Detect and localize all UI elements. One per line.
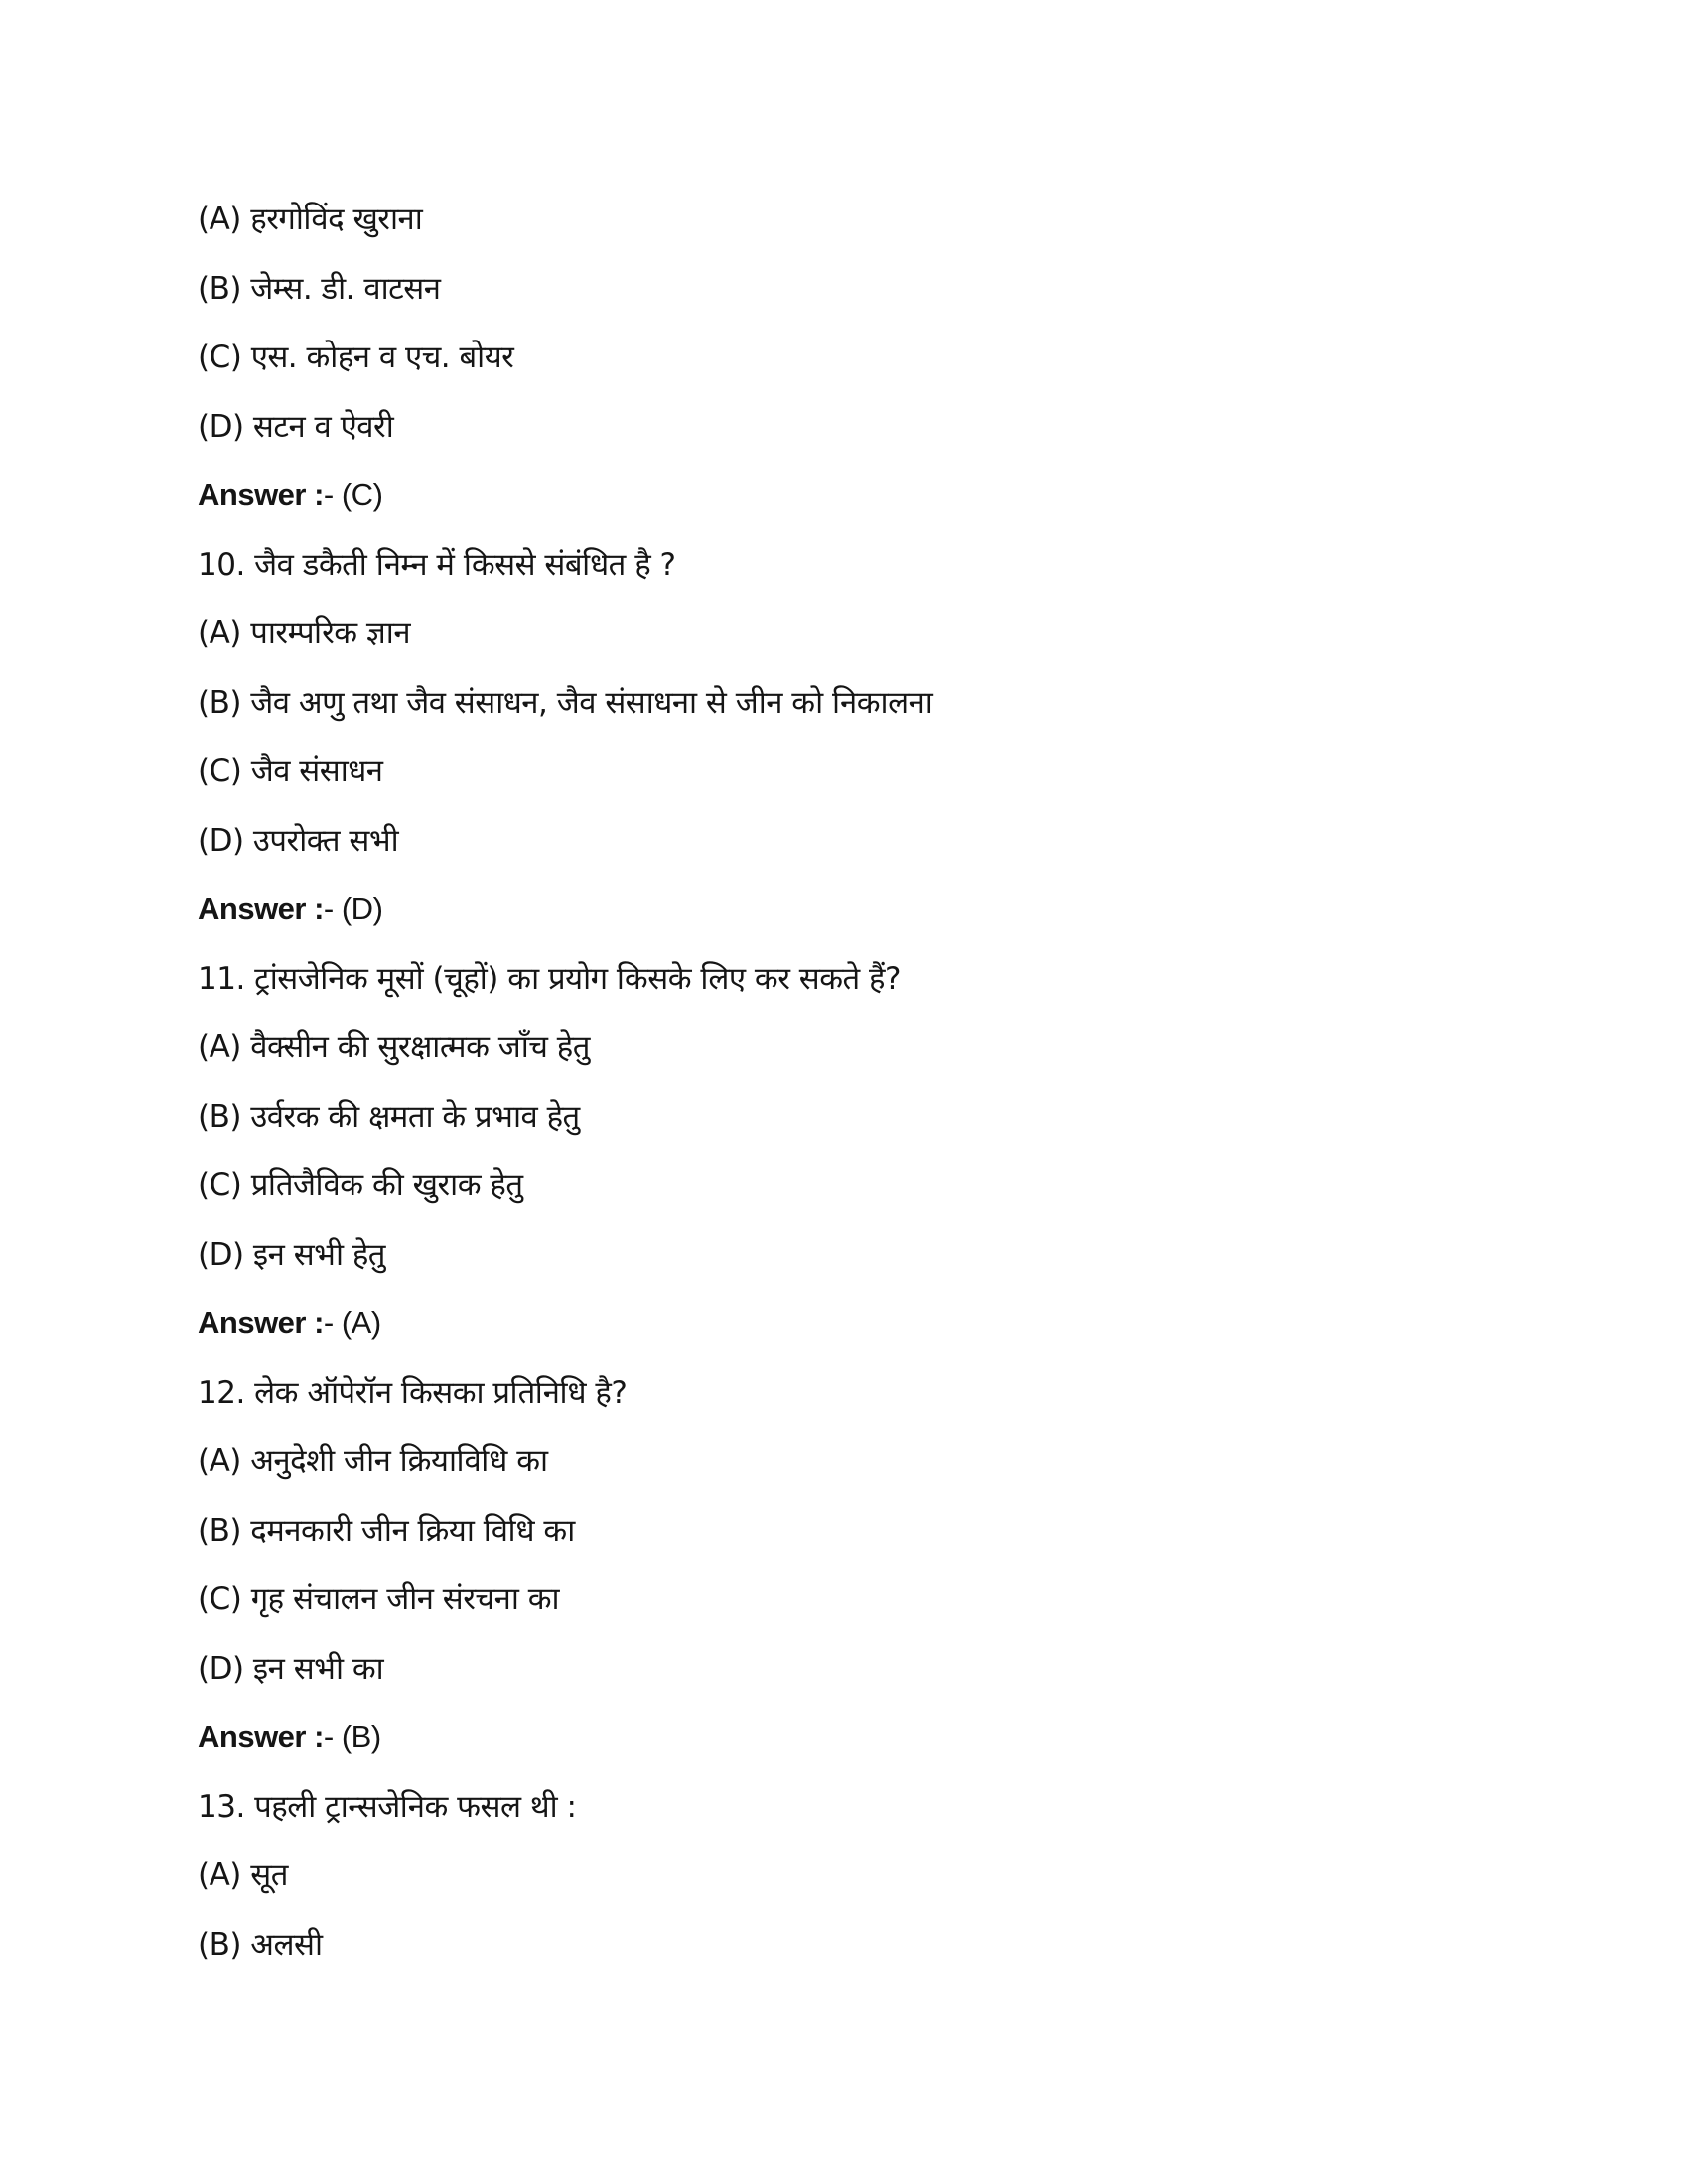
answer-value: - (A) <box>323 1305 381 1340</box>
answer-label: Answer : <box>198 478 324 512</box>
answer-12 <box>198 1712 1488 1782</box>
option-12c: (C) गृह संचालन जीन संरचना का <box>198 1581 560 1617</box>
answer-10 <box>198 885 1488 954</box>
option-9a: (A) हरगोविंद खुराना <box>198 202 423 237</box>
answer-value: - (B) <box>323 1719 381 1754</box>
option-12d: (D) इन सभी का <box>198 1650 384 1687</box>
answer-value: - (C) <box>323 478 383 512</box>
option-11b: (B) उर्वरक की क्षमता के प्रभाव हेतु <box>198 1098 580 1135</box>
question-11: 11. ट्रांसजेनिक मूसों (चूहों) का प्रयोग किसके लिए कर सकते हैं? <box>198 960 901 997</box>
option-13b: (B) अलसी <box>198 1926 323 1963</box>
option-11a: (A) वैक्सीन की सुरक्षात्मक जाँच हेतु <box>198 1029 590 1065</box>
option-11c: (C) प्रतिजैविक की खुराक हेतु <box>198 1167 523 1203</box>
answer-value: - (D) <box>323 891 383 926</box>
question-12: 12. लेक ऑपेरॉन किसका प्रतिनिधि है? <box>198 1374 628 1411</box>
answer-label: Answer : <box>198 1305 324 1340</box>
option-9c: (C) एस. कोहन व एच. बोयर <box>198 340 514 375</box>
option-12b: (B) दमनकारी जीन क्रिया विधि का <box>198 1512 575 1549</box>
option-10c: (C) जैव संसाधन <box>198 753 383 789</box>
answer-11 <box>198 1298 1488 1368</box>
answer-label: Answer : <box>198 1719 324 1754</box>
option-12a: (A) अनुदेशी जीन क्रियाविधि का <box>198 1443 548 1479</box>
answer-9 <box>198 471 1488 540</box>
question-list <box>198 195 1488 1988</box>
option-10a: (A) पारम्परिक ज्ञान <box>198 615 411 651</box>
option-10b: (B) जैव अणु तथा जैव संसाधन, जैव संसाधना से जीन को निकालना <box>198 684 933 721</box>
option-9d: (D) सटन व ऐवरी <box>198 408 394 445</box>
option-10d: (D) उपरोक्त सभी <box>198 822 399 859</box>
answer-label: Answer : <box>198 891 324 926</box>
option-9b: (B) जेम्स. डी. वाटसन <box>198 270 441 307</box>
option-11d: (D) इन सभी हेतु <box>198 1236 385 1273</box>
option-13a: (A) सूत <box>198 1857 288 1893</box>
question-13: 13. पहली ट्रान्सजेनिक फसल थी : <box>198 1788 577 1825</box>
question-10: 10. जैव डकैती निम्न में किससे संबंधित है ? <box>198 546 676 583</box>
